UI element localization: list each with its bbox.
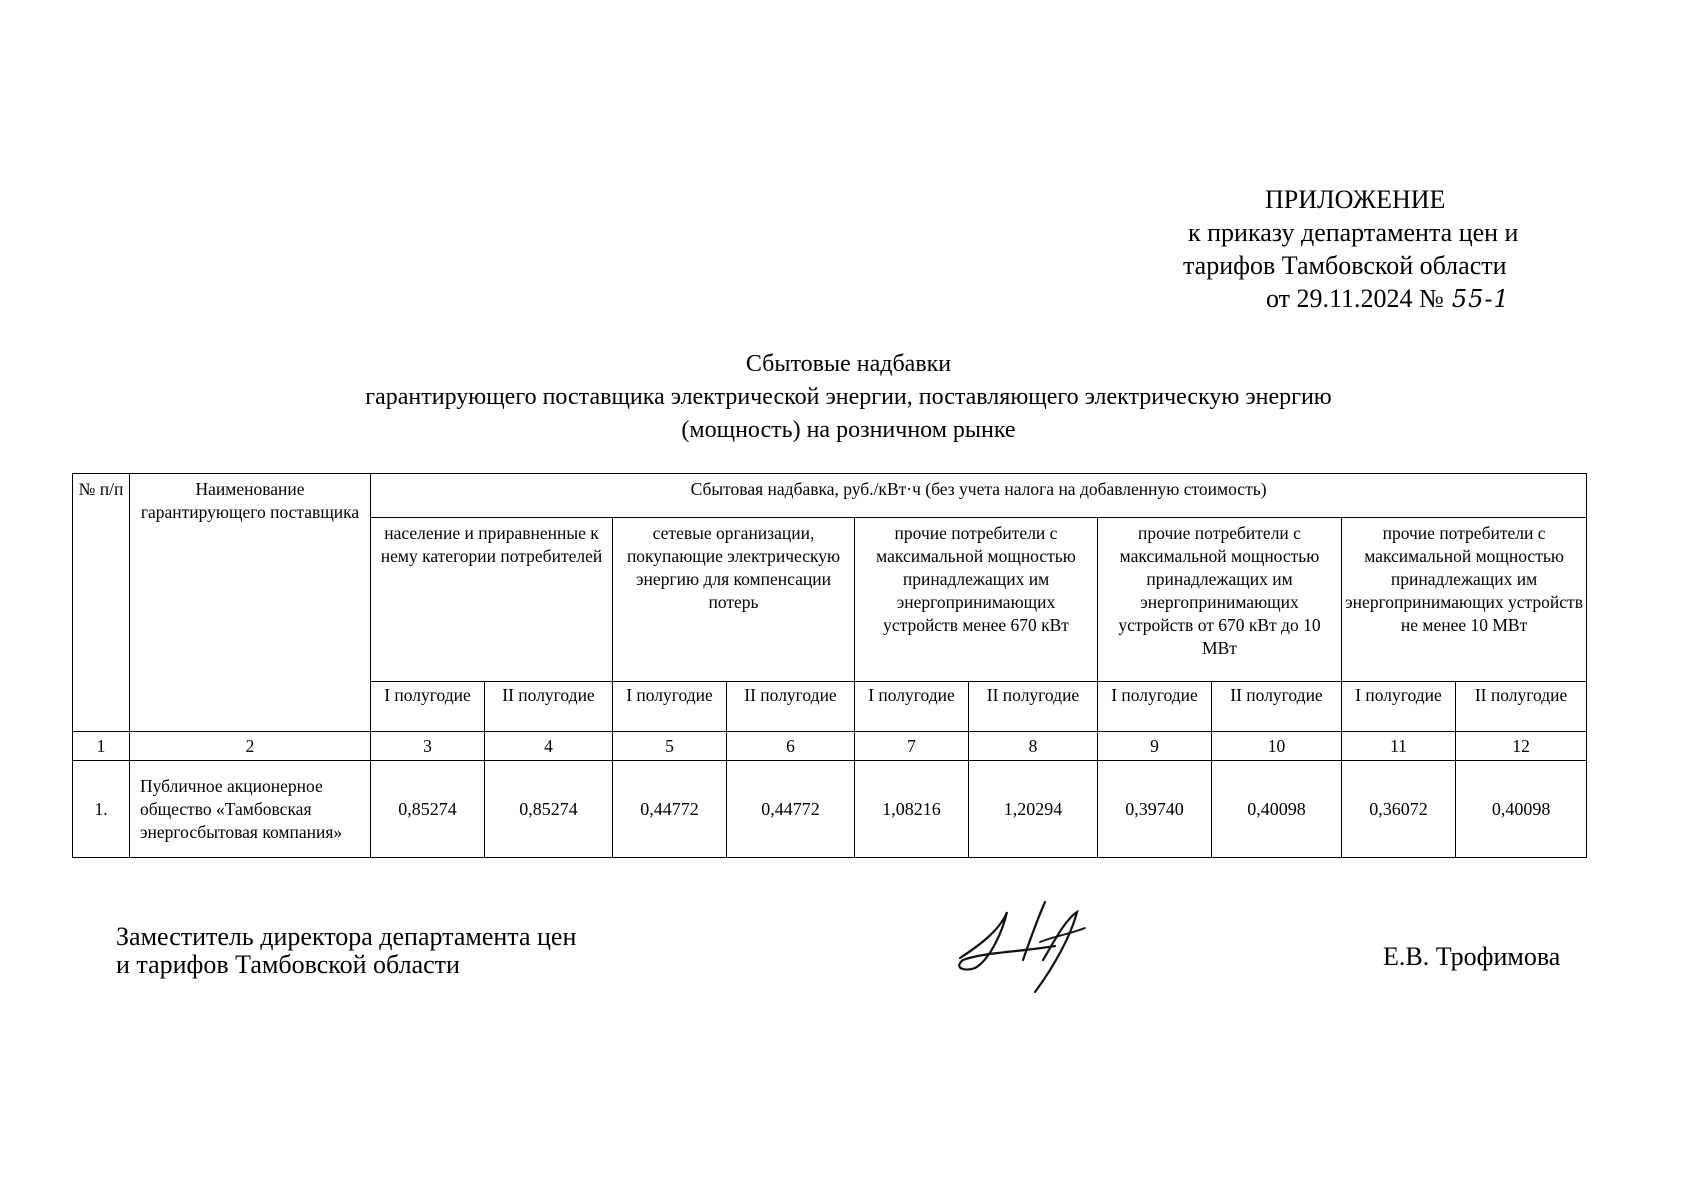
signatory-position-line-1: Заместитель директора департамента цен: [116, 922, 577, 951]
column-number: 4: [485, 732, 613, 761]
markup-value: 0,40098: [1456, 761, 1587, 858]
column-number: 3: [371, 732, 485, 761]
header-half-1: I полугодие: [1098, 682, 1212, 732]
appendix-line-2: тарифов Тамбовской области: [1183, 251, 1507, 280]
markup-value: 0,44772: [613, 761, 727, 858]
header-half-1: I полугодие: [1342, 682, 1456, 732]
header-markup: Сбытовая надбавка, руб./кВт·ч (без учета налога на добавленную стоимость): [371, 474, 1587, 518]
markup-value: 0,36072: [1342, 761, 1456, 858]
document-title-line-2: гарантирующего поставщика электрической энергии, поставляющего электрическую энергию: [365, 384, 1332, 410]
column-number: 11: [1342, 732, 1456, 761]
header-half-2: II полугодие: [969, 682, 1098, 732]
column-number: 7: [855, 732, 969, 761]
column-number: 5: [613, 732, 727, 761]
header-half-2: II полугодие: [485, 682, 613, 732]
header-supplier-name: Наименование гарантирующего поставщика: [130, 474, 371, 732]
handwritten-order-number: 55-1: [1451, 285, 1510, 313]
signatory-position: [116, 923, 576, 979]
markup-table: [72, 473, 1587, 858]
header-group-population: население и приравненные к нему категории потребителей: [371, 518, 613, 682]
appendix-line-1: к приказу департамента цен и: [1188, 218, 1519, 247]
markup-value: 0,44772: [727, 761, 855, 858]
header-group-under-670kw: прочие потребители с максимальной мощностью принадлежащих им энергопринимающих устройств менее 670 кВт: [855, 518, 1098, 682]
table-row: [73, 761, 1587, 858]
markup-value: 0,85274: [485, 761, 613, 858]
document-title-line-1: Сбытовые надбавки: [745, 351, 952, 377]
column-number: 12: [1456, 732, 1587, 761]
row-number: 1.: [73, 761, 130, 858]
markup-value: 0,40098: [1212, 761, 1342, 858]
column-number: 10: [1212, 732, 1342, 761]
document-title-line-3: (мощность) на розничном рынке: [681, 417, 1016, 443]
header-half-2: II полугодие: [727, 682, 855, 732]
markup-value: 1,20294: [969, 761, 1098, 858]
header-number: № п/п: [73, 474, 130, 732]
handwritten-signature: [945, 890, 1095, 1000]
column-number: 6: [727, 732, 855, 761]
header-half-1: I полугодие: [371, 682, 485, 732]
column-number: 1: [73, 732, 130, 761]
column-number: 2: [130, 732, 371, 761]
appendix-line-3: [1150, 282, 1550, 316]
markup-value: 1,08216: [855, 761, 969, 858]
column-number: 8: [969, 732, 1098, 761]
header-group-over-10mw: прочие потребители с максимальной мощностью принадлежащих им энергопринимающих устройств не менее 10 МВт: [1342, 518, 1587, 682]
header-half-2: II полугодие: [1456, 682, 1587, 732]
column-number-row: [73, 732, 1587, 761]
signatory-name: Е.В. Трофимова: [1383, 942, 1561, 971]
header-group-network-orgs: сетевые организации, покупающие электрическую энергию для компенсации потерь: [613, 518, 855, 682]
column-number: 9: [1098, 732, 1212, 761]
markup-value: 0,39740: [1098, 761, 1212, 858]
appendix-block: [1150, 183, 1550, 316]
document-title: [0, 348, 1697, 447]
appendix-date: от 29.11.2024 №: [1266, 284, 1444, 313]
header-half-1: I полугодие: [613, 682, 727, 732]
header-half-1: I полугодие: [855, 682, 969, 732]
header-group-670kw-10mw: прочие потребители с максимальной мощностью принадлежащих им энергопринимающих устройств от 670 кВт до 10 МВт: [1098, 518, 1342, 682]
markup-value: 0,85274: [371, 761, 485, 858]
signatory-position-line-2: и тарифов Тамбовской области: [116, 950, 460, 979]
header-half-2: II полугодие: [1212, 682, 1342, 732]
supplier-name: Публичное акционерное общество «Тамбовская энергосбытовая компания»: [130, 761, 371, 858]
appendix-title: ПРИЛОЖЕНИЕ: [1265, 185, 1446, 214]
